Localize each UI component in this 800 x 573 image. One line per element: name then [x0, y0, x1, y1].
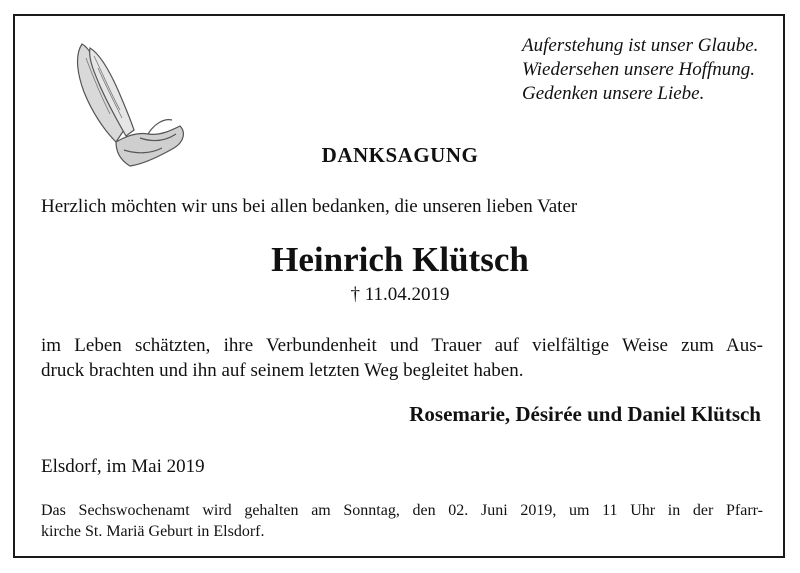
- service-note-line: kirche St. Mariä Geburt in Elsdorf.: [41, 523, 265, 540]
- poem-line: Gedenken unsere Liebe.: [522, 83, 705, 104]
- service-note-line: Das Sechswochenamt wird gehalten am Sonntag, den 02. Juni 2019, um 11 Uhr in der Pfarr-: [41, 502, 763, 519]
- poem-line: Auferstehung ist unser Glaube.: [522, 35, 759, 56]
- deceased-name: Heinrich Klütsch: [271, 240, 529, 279]
- place-date: Elsdorf, im Mai 2019: [41, 456, 205, 477]
- body-line: druck brachten und ihn auf seinem letzten Weg begleitet haben.: [41, 360, 524, 381]
- death-date: † 11.04.2019: [350, 284, 450, 305]
- body-line: im Leben schätzten, ihre Verbundenheit und Trauer auf vielfältige Weise zum Aus-: [41, 335, 763, 356]
- signers: Rosemarie, Désirée und Daniel Klütsch: [409, 402, 761, 426]
- heading: DANKSAGUNG: [321, 143, 479, 167]
- poem: [522, 34, 758, 106]
- body-paragraph: [41, 333, 763, 383]
- service-note: [41, 500, 763, 542]
- poem-line: Wiedersehen unsere Hoffnung.: [522, 59, 756, 80]
- intro-text: Herzlich möchten wir uns bei allen bedanken, die unseren lieben Vater: [41, 196, 578, 217]
